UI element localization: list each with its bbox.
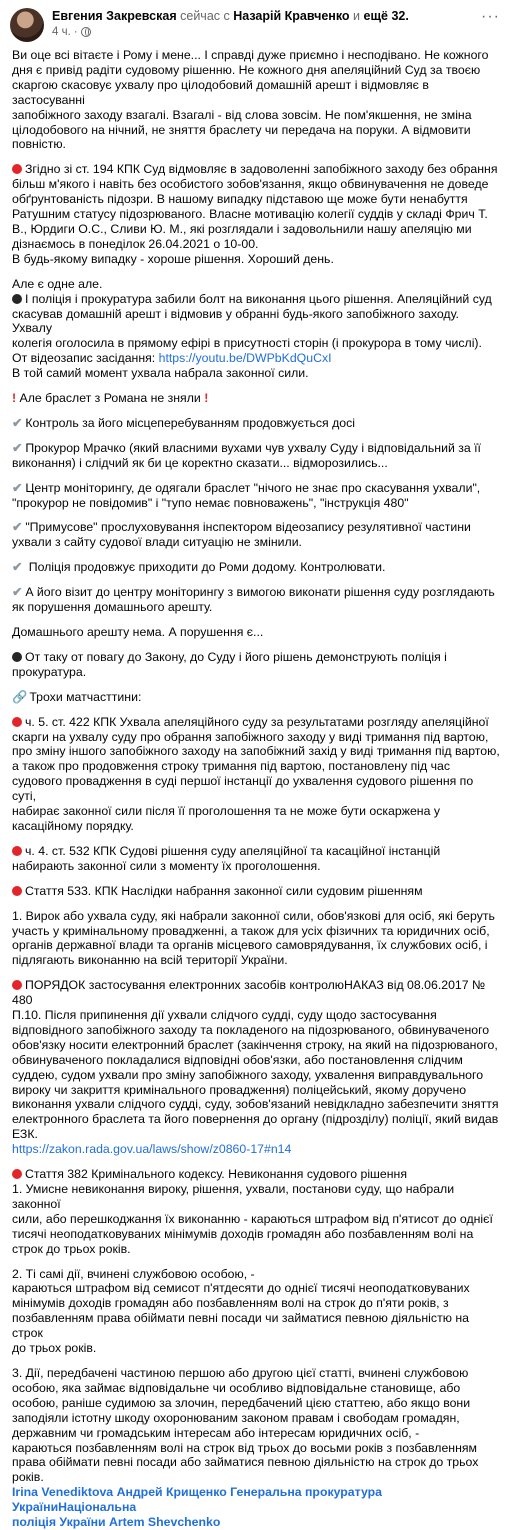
text-line: колегія оголосила в прямому ефірі в присутності сторін (і прокурора в тому числі).	[12, 336, 482, 351]
text-line: обов'язку носити електронний браслет (закінчення строку, на який на підозрюваного,	[12, 1037, 498, 1052]
checklist-item	[12, 585, 500, 615]
paragraph-but	[12, 277, 500, 381]
checklist-item	[12, 520, 500, 550]
check-mark-icon: ✔	[12, 440, 23, 455]
text-line: ухвали з сайту судової влади ситуацію не змінили.	[12, 535, 302, 550]
tagged-others[interactable]: ещё 32.	[363, 9, 409, 23]
text-line: виконання ухвали слідчого судді, суду, зобов'язаний невідкладно забезпечити зняття	[12, 1097, 499, 1112]
text-line: ЕЗК.	[12, 1127, 38, 1142]
law-533-title	[12, 884, 500, 899]
text-line: тисячі неоподатковуваних мінімумів доходів громадян або позбавленням волі на	[12, 1226, 474, 1241]
text-line: касаційному порядку.	[12, 818, 134, 833]
red-circle-icon	[12, 886, 22, 896]
text-line: судового провадження в суді першої інстанції до ухвалення судового рішення по суті,	[12, 774, 474, 804]
text-line: дізнаємось в понеділок 26.04.2021 о 10-00.	[12, 236, 259, 251]
black-circle-icon	[12, 294, 22, 304]
checklist-item	[12, 416, 500, 431]
text-line: скаргою скасовує ухвалу про цілодобовий домашній арешт і відмовляє в застосуванні	[12, 77, 429, 107]
text-line: От відеозапис засідання:	[12, 351, 159, 366]
text-line: ч. 4. ст. 532 КПК Судові рішення суду апеляційної та касаційної інстанцій	[25, 843, 441, 858]
text-line: обґрунтованість підозри. В нашому випадку підставою ще може бути ненабуття	[12, 192, 468, 207]
video-link[interactable]: https://youtu.be/DWPbKdQuCxI	[158, 351, 332, 366]
bracelet-line	[12, 391, 500, 406]
order-480	[12, 978, 500, 1157]
text-line: суддею, судом ухвали про зміну запобіжного заходу, ухвалення виправдувального	[12, 1067, 484, 1082]
globe-icon	[81, 27, 91, 37]
checklist-item	[12, 441, 500, 471]
paragraph-respect	[12, 650, 500, 680]
paperclip-icon: 🔗	[12, 689, 28, 704]
text-line: Але є одне але.	[12, 276, 103, 291]
law-533-text	[12, 909, 500, 969]
text-line: 1. Умисне невиконання вироку, рішення, ухвали, постанови суду, що набрали законної	[12, 1182, 455, 1211]
text-line: особою, яка займає відповідальне чи особливо відповідальне становище, або	[12, 1380, 461, 1395]
text-line: караються штрафом від семисот п'ятдесяти до однієї тисячі неоподатковуваних	[12, 1281, 470, 1296]
text-line: караються позбавленням волі на строк від трьох до восьми років з позбавленням	[12, 1440, 477, 1455]
with-word: с	[223, 9, 230, 23]
tags-line[interactable]: поліція України Artem Shevchenko	[12, 1515, 221, 1530]
text-line: обвинуваченого покладалися відповідні обов'язки, або постановлення слідчим	[12, 1052, 463, 1067]
text-line: більш м'якого і навіть без особистого зобов'язання, якщо обвинувачення не доведе	[12, 177, 489, 192]
text-line: Поліція продовжує приходити до Роми додому. Контролювати.	[25, 560, 386, 575]
text-line: електронного браслета та його повернення до органу (підрозділу) поліції, який видав	[12, 1112, 499, 1127]
tagged-user[interactable]: Назарій Кравченко	[233, 9, 350, 23]
post-age[interactable]: 4 ч.	[52, 26, 71, 38]
text-line: В будь-якому випадку - хороше рішення. Хороший день.	[12, 251, 334, 266]
post-meta: Евгения Закревская сейчас с Назарій Кравченко и ещё 32. 4 ч. ·	[52, 9, 409, 38]
text-line: цілодобового на нічний, не зняття браслету чи передача на поруки. А відмовити	[12, 122, 471, 137]
text-line: а також про продовження строку тримання під вартою, постановлену під час	[12, 759, 451, 774]
red-circle-icon	[12, 846, 22, 856]
text-line: як порушення домашнього арешту.	[12, 600, 213, 615]
text-line: запобіжного заходу взагалі. Взагалі - від слова зовсім. Не пом'якшення, не зміна	[12, 107, 472, 122]
red-circle-icon	[12, 164, 22, 174]
red-circle-icon	[12, 1169, 22, 1179]
text-line: заподіяли істотну шкоду охоронюваним законом правам і свободам громадян,	[12, 1410, 460, 1425]
text-line: дня є привід радіти судовому рішенню. Не кожного дня апеляційний Суд за твоєю	[12, 62, 481, 77]
author-name[interactable]: Евгения Закревская	[52, 9, 177, 23]
text-line: скасував домашній арешт і відмовив у обранні будь-якого запобіжного заходу. Ухвалу	[12, 306, 459, 336]
checklist-item	[12, 481, 500, 511]
tagged-people	[12, 1485, 500, 1530]
text-line: виконання) і слідчий як би це коректно сказати... відморозились...	[12, 455, 388, 470]
tags-line[interactable]: Irina Venediktova Андрей Крищенко Генеральна прокуратура УкраїниНаціональна	[12, 1485, 382, 1515]
text-line: І поліція і прокуратура забили болт на виконання цього рішення. Апеляційний суд	[25, 291, 492, 306]
text-line: П.10. Після припинення дії ухвали слідчого судді, суду щодо застосування	[12, 1008, 437, 1023]
red-circle-icon	[12, 980, 22, 990]
text-line: ПОРЯДОК застосування електронних засобів контролюНАКАЗ від 08.06.2017 №	[25, 978, 486, 993]
text-line: до трьох років.	[12, 1341, 97, 1356]
article-382-part1	[12, 1167, 500, 1256]
matchast-line	[12, 690, 500, 705]
text-line: Згідно зі ст. 194 КПК Суд відмовляє в задоволенні запобіжного заходу без обрання	[25, 162, 498, 177]
text-line: 2. Ті самі дії, вчинені службовою особою, -	[12, 1266, 255, 1281]
article-382-part3	[12, 1366, 500, 1485]
text-line: підлягають виконанню на всій території України.	[12, 953, 288, 968]
text-line: повністю.	[12, 137, 66, 152]
check-mark-icon: ✔	[12, 585, 23, 600]
text-line: участь у кримінальному провадженні, а також для усіх фізичних та юридичних осіб,	[12, 923, 490, 938]
text-line: позбавленням права обіймати певні посади чи займатися певною діяльністю на строк	[12, 1311, 469, 1341]
check-mark-icon: ✔	[12, 560, 23, 575]
law-532	[12, 844, 500, 874]
text-line: прокуратура.	[12, 664, 87, 679]
text-line: В., Юрдиги О.С., Сливи Ю. М., які розглядали і задовольнили нашу апеляцію ми	[12, 221, 472, 236]
black-circle-icon	[12, 652, 22, 662]
text-line: Ви оце всі вітаєте і Рому і мене... І справді дуже приємно і несподівано. Не кожного	[12, 48, 489, 62]
check-mark-icon: ✔	[12, 415, 23, 430]
text-line: строк до трьох років.	[12, 1241, 131, 1256]
text-line: Стаття 382 Кримінального кодексу. Невиконання судового рішення	[25, 1167, 407, 1182]
text-line: особою, раніше судимою за злочин, передбачений цією статтею, або якщо вони	[12, 1395, 471, 1410]
zakon-link[interactable]: https://zakon.rada.gov.ua/laws/show/z0860-17#n14	[12, 1142, 292, 1157]
text-line: років.	[12, 1470, 44, 1485]
text-line: вироку чи закриття кримінального провадження) поліцейський, якому доручено	[12, 1082, 467, 1097]
and-word: и	[353, 9, 361, 23]
article-382-part2	[12, 1267, 500, 1356]
text-line: Ратушним статусу підозрюваного. Власне мотивацію колегії суддів у складі Фрич Т.	[12, 207, 488, 222]
text-line: 3. Дії, передбачені частиною першою або другою цієї статті, вчинені службовою	[12, 1365, 469, 1380]
text-line: сили, або перешкоджання їх виконанню - караються штрафом від п'ятисот до однієї	[12, 1211, 493, 1226]
text-line: 480	[12, 993, 33, 1008]
text-line: мінімумів доходів громадян або позбавленням волі на строк до п'яти років, з	[12, 1296, 449, 1311]
text-line: відповідного запобіжного заходу та покладеного на підозрюваного, обвинуваченого	[12, 1022, 490, 1037]
checklist-item	[12, 560, 500, 575]
red-circle-icon	[12, 717, 22, 727]
post-header	[0, 0, 512, 44]
text-line: Трохи матчасттини:	[29, 689, 142, 704]
text-line: Але браслет з Романа не зняли	[19, 391, 201, 406]
text-line: скарги на ухвалу суду про обрання запобіжного заходу у виді тримання під вартою,	[12, 729, 489, 744]
text-line: про зміну іншого запобіжного заходу на запобіжний захід у виді тримання під вартою,	[12, 744, 500, 759]
post-time-now: сейчас	[180, 9, 221, 23]
text-line: 1. Вирок або ухвала суду, які набрали законної сили, обов'язкові для осіб, які беруть	[12, 908, 495, 923]
text-line: "Примусове" прослуховування інспектором відеозапису резулятивної частини	[25, 520, 471, 535]
exclamation-icon: !	[204, 391, 209, 406]
text-line: набирає законної сили після її проголошення та не може бути оскаржена у	[12, 804, 440, 819]
text-line: ч. 5. ст. 422 КПК Ухвала апеляційного суду за результатами розгляду апеляційної	[25, 714, 489, 729]
text-line: Стаття 533. КПК Наслідки набрання законної сили судовим рішенням	[25, 883, 423, 898]
text-line: набирають законної сили з моменту їх проголошення.	[12, 858, 321, 873]
text-line: Прокурор Мрачко (який власними вухами чув ухвалу Суду і відповідальний за її	[25, 440, 481, 455]
text-line: права обіймати певні посади або займатися певною діяльністю на строк до трьох	[12, 1455, 479, 1470]
text-line: органів державної влади та органів місцевого самоврядування, їх службових осіб, і	[12, 938, 488, 953]
post-body	[0, 44, 512, 1530]
author-avatar[interactable]	[10, 8, 44, 42]
paragraph-art194	[12, 162, 500, 266]
text-line: А його візит до центру моніторингу з вимогою виконати рішення суду розглядають	[25, 585, 495, 600]
text-line: державним чи громадським інтересам або інтересам юридичних осіб, -	[12, 1425, 420, 1440]
exclamation-icon: !	[12, 391, 17, 406]
text-line: Контроль за його місцеперебуванням продовжується досі	[25, 415, 356, 430]
text-line: От таку от повагу до Закону, до Суду і його рішень демонструють поліція і	[25, 649, 447, 664]
law-422	[12, 715, 500, 834]
text-line: "прокурор не повідомив" і "тупо немає повноважень", "інструкція 480"	[12, 495, 409, 510]
check-mark-icon: ✔	[12, 520, 23, 535]
text-line: Центр моніторингу, де одягали браслет "нічого не знає про скасування ухвали",	[25, 480, 481, 495]
house-arrest-line: Домашнього арешту нема. А порушення є...	[12, 625, 264, 639]
text-line: В той самий момент ухвала набрала законної сили.	[12, 366, 309, 381]
more-options-button[interactable]: ···	[481, 8, 500, 25]
paragraph-intro	[12, 48, 500, 152]
check-mark-icon: ✔	[12, 480, 23, 495]
